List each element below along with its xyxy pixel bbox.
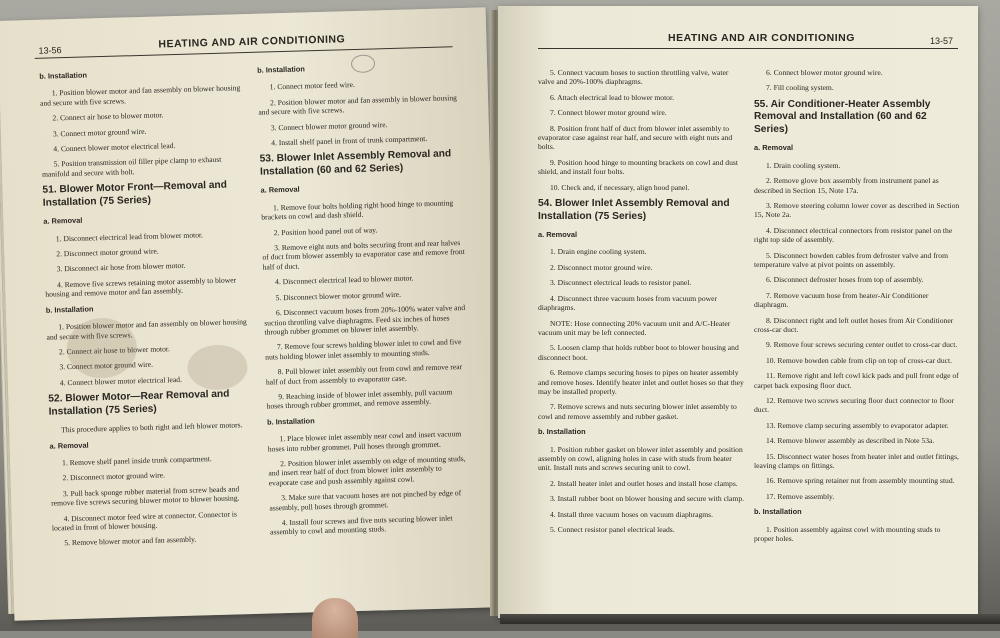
paragraph: 4. Install three vacuum hoses on vacuum diaphragms.: [550, 509, 714, 519]
left-page-number: 13-56: [38, 45, 62, 56]
paragraph: 5. Disconnect blower motor ground wire.: [275, 289, 402, 302]
paragraph: 5. Loosen clamp that holds rubber boot to blower housing and disconnect boot.: [538, 343, 739, 362]
subheading: a. Removal: [260, 185, 300, 196]
paragraph: This procedure applies to both right and left blower motors.: [61, 420, 243, 435]
paragraph: 4. Install shelf panel in front of trunk compartment.: [271, 134, 428, 148]
paragraph: 4. Install four screws and five nuts securing blower inlet assembly to cowl and mounting studs.: [269, 513, 453, 537]
paragraph: 5. Connect resistor panel electrical leads.: [550, 525, 675, 534]
right-page: [498, 6, 978, 618]
paragraph: 4. Disconnect motor feed wire at connector. Connector is located in front of blower housing.: [51, 509, 238, 533]
left-running-header: HEATING AND AIR CONDITIONING: [158, 33, 346, 51]
paragraph: 3. Connect motor ground wire.: [52, 126, 147, 139]
paragraph: 7. Remove four screws holding blower inlet to cowl and five nuts holding blower inlet assembly to mounting studs.: [265, 337, 462, 362]
paragraph: 12. Remove two screws securing floor duct connector to floor duct.: [754, 396, 955, 415]
subheading: b. Installation: [754, 507, 802, 517]
paragraph: 2. Position hood panel out of way.: [273, 225, 378, 237]
section-heading: 51. Blower Motor Front—Removal and Installation (75 Series): [42, 179, 228, 209]
paragraph: 1. Position rubber gasket on blower inlet assembly and position assembly on cowl, aligning holes in case with studs from heater unit. Install nuts and screws securing unit to cowl.: [538, 444, 743, 473]
paragraph: 4. Remove five screws retaining motor assembly to blower housing and remove motor and fan assembly.: [45, 275, 237, 299]
left-column-1: [39, 62, 257, 554]
paragraph: 1. Position blower motor and fan assembly on blower housing and secure with five screws.: [46, 317, 247, 342]
section-heading: 53. Blower Inlet Assembly Removal and Installation (60 and 62 Series): [259, 148, 452, 178]
paragraph: 14. Remove blower assembly as described in Note 53a.: [766, 436, 935, 446]
paragraph: 2. Position blower motor and fan assembly in blower housing and secure with five screws.: [258, 92, 458, 117]
subheading: a. Removal: [754, 143, 794, 153]
paragraph: 1. Connect motor feed wire.: [269, 80, 355, 92]
paragraph: 1. Disconnect electrical lead from blower motor.: [55, 229, 204, 244]
paragraph: 2. Disconnect motor ground wire.: [56, 246, 159, 259]
thumb: [312, 598, 358, 638]
paragraph: 3. Remove eight nuts and bolts securing front and rear halves of duct from blower assembly to evaporator case and remove front half of duct.: [262, 238, 465, 272]
paragraph: 3. Disconnect electrical leads to resistor panel.: [550, 278, 692, 288]
paragraph: 7. Connect blower motor ground wire.: [550, 108, 667, 118]
paragraph: 5. Connect vacuum hoses to suction throttling valve, water valve and 20%-100% diaphragms.: [538, 68, 729, 87]
paragraph: 5. Disconnect bowden cables from defroster valve and from temperature valve at pivot points on assembly.: [754, 250, 948, 269]
paragraph: 16. Remove spring retainer nut from assembly mounting stud.: [766, 476, 955, 486]
paragraph: 8. Pull blower inlet assembly out from cowl and remove rear half of duct from assembly to evaporator case.: [265, 362, 463, 387]
section-heading: 52. Blower Motor—Rear Removal and Installation (75 Series): [48, 388, 230, 418]
paragraph: 3. Remove steering column lower cover as described in Section 15, Note 2a.: [754, 200, 960, 220]
paragraph: 11. Remove right and left cowl kick pads and pull front edge of carpet back exposing floor duct.: [754, 371, 959, 390]
subheading: a. Removal: [538, 230, 578, 240]
paragraph: 2. Connect air hose to blower motor.: [58, 344, 170, 357]
paragraph: NOTE: Hose connecting 20% vacuum unit and A/C-Heater vacuum unit may be left connected.: [538, 318, 731, 337]
paragraph: 4. Disconnect three vacuum hoses from vacuum power diaphragms.: [538, 293, 718, 313]
left-page: [0, 7, 502, 620]
paragraph: 1. Position blower motor and fan assembly on blower housing and secure with five screws.: [39, 83, 241, 108]
paragraph: 15. Disconnect water hoses from heater inlet and outlet fittings, leaving clamps on fittings.: [754, 451, 959, 471]
paragraph: 17. Remove assembly.: [766, 491, 835, 501]
paragraph: 9. Reaching inside of blower inlet assembly, pull vacuum hoses through rubber grommet, and remove assembly.: [266, 387, 453, 411]
section-heading: 54. Blower Inlet Assembly Removal and Installation (75 Series): [538, 198, 730, 222]
right-page-number: 13-57: [930, 36, 954, 46]
paragraph: 1. Position assembly against cowl with mounting studs to proper holes.: [754, 524, 941, 544]
paragraph: 3. Connect blower motor ground wire.: [270, 119, 388, 132]
right-header-rule: [538, 48, 958, 49]
paragraph: 13. Remove clamp securing assembly to evaporator adapter.: [766, 420, 949, 430]
subheading: a. Removal: [49, 440, 89, 451]
paragraph: 3. Make sure that vacuum hoses are not pinched by edge of assembly, pull hoses through grommet.: [269, 488, 462, 513]
right-column-1: [538, 68, 746, 540]
paragraph: 3. Install rubber boot on blower housing and secure with clamp.: [550, 494, 745, 504]
paragraph: 2. Position blower inlet assembly on edge of mounting studs, and insert rear half of duct from blower inlet assembly to evaporate case and push assembly against cowl.: [268, 454, 466, 488]
paragraph: 1. Drain engine cooling system.: [550, 247, 647, 257]
paragraph: 2. Disconnect motor ground wire.: [62, 470, 166, 483]
paragraph: 2. Install heater inlet and outlet hoses and install hose clamps.: [550, 478, 738, 488]
paragraph: 9. Position hood hinge to mounting brackets on cowl and dust shield, and install four bolts.: [538, 157, 738, 177]
left-column-2: [257, 56, 474, 543]
paragraph: 1. Place blower inlet assembly near cowl and insert vacuum hoses into rubber grommet. Pull hoses through grommet.: [267, 429, 462, 454]
paragraph: 6. Attach electrical lead to blower motor.: [550, 92, 674, 102]
paragraph: 10. Remove bowden cable from clip on top of cross-car duct.: [766, 355, 952, 365]
paragraph: 8. Position front half of duct from blower inlet assembly to evaporator case against rear half, and secure with eight nuts and bolts.: [538, 123, 733, 152]
right-column-2: [754, 68, 960, 550]
paragraph: 5. Remove blower motor and fan assembly.: [64, 534, 197, 548]
paragraph: 10. Check and, if necessary, align hood panel.: [550, 182, 690, 192]
subheading: a. Removal: [43, 215, 83, 226]
paragraph: 2. Connect air hose to blower motor.: [52, 110, 164, 123]
paragraph: 1. Remove four bolts holding right hood hinge to mounting brackets on cowl and dash shield.: [261, 198, 454, 222]
paragraph: 3. Pull back sponge rubber material from screw heads and remove five screws securing blower motor to blower housing.: [51, 484, 240, 508]
paragraph: 3. Disconnect air hose from blower motor.: [56, 261, 186, 274]
paragraph: 8. Disconnect right and left outlet hoses from Air Conditioner cross-car duct.: [754, 315, 954, 334]
paragraph: 1. Remove shelf panel inside trunk compartment.: [61, 454, 212, 468]
section-heading: 55. Air Conditioner-Heater Assembly Removal and Installation (60 and 62 Series): [754, 98, 931, 135]
subheading: b. Installation: [45, 304, 94, 315]
paragraph: 6. Remove clamps securing hoses to pipes on heater assembly and remove hoses. Identify heater inlet and outlet hoses so that they may be installed properly.: [538, 368, 744, 396]
subheading: b. Installation: [538, 427, 586, 437]
paragraph: 6. Connect blower motor ground wire.: [766, 68, 883, 77]
paragraph: 4. Disconnect electrical lead to blower motor.: [274, 273, 414, 287]
right-running-header: HEATING AND AIR CONDITIONING: [668, 32, 855, 44]
paragraph: 4. Connect blower motor electrical lead.: [53, 141, 176, 154]
subheading: b. Installation: [257, 64, 305, 75]
paragraph: 6. Disconnect vacuum hoses from 20%-100% water valve and suction throttling valve diaphragms. Feed six inches of hoses through rubber grommet on blower inlet assembly.: [264, 303, 466, 337]
paragraph: 5. Position transmission oil filler pipe clamp to exhaust manifold and secure with bolt.: [41, 155, 222, 179]
paragraph: 9. Remove four screws securing center outlet to cross-car duct.: [766, 340, 958, 350]
paragraph: 4. Connect blower motor electrical lead.: [59, 374, 183, 388]
paragraph: 2. Remove glove box assembly from instrument panel as described in Section 15, Note 17a.: [754, 176, 939, 195]
paragraph: 7. Fill cooling system.: [766, 83, 834, 93]
paragraph: 7. Remove vacuum hose from heater-Air Conditioner diaphragm.: [754, 290, 929, 310]
paragraph: 3. Connect motor ground wire.: [59, 360, 154, 372]
subheading: b. Installation: [266, 415, 315, 427]
subheading: b. Installation: [39, 70, 88, 81]
paragraph: 4. Disconnect electrical connectors from resistor panel on the right top side of assembly.: [754, 225, 953, 245]
paragraph: 1. Drain cooling system.: [766, 160, 841, 170]
paragraph: 7. Remove screws and nuts securing blower inlet assembly to cowl and remove assembly and rubber gasket.: [538, 402, 737, 421]
paragraph: 2. Disconnect motor ground wire.: [550, 262, 653, 272]
paragraph: 6. Disconnect defroster hoses from top of assembly.: [766, 275, 924, 285]
binder-rod: [500, 614, 1000, 624]
